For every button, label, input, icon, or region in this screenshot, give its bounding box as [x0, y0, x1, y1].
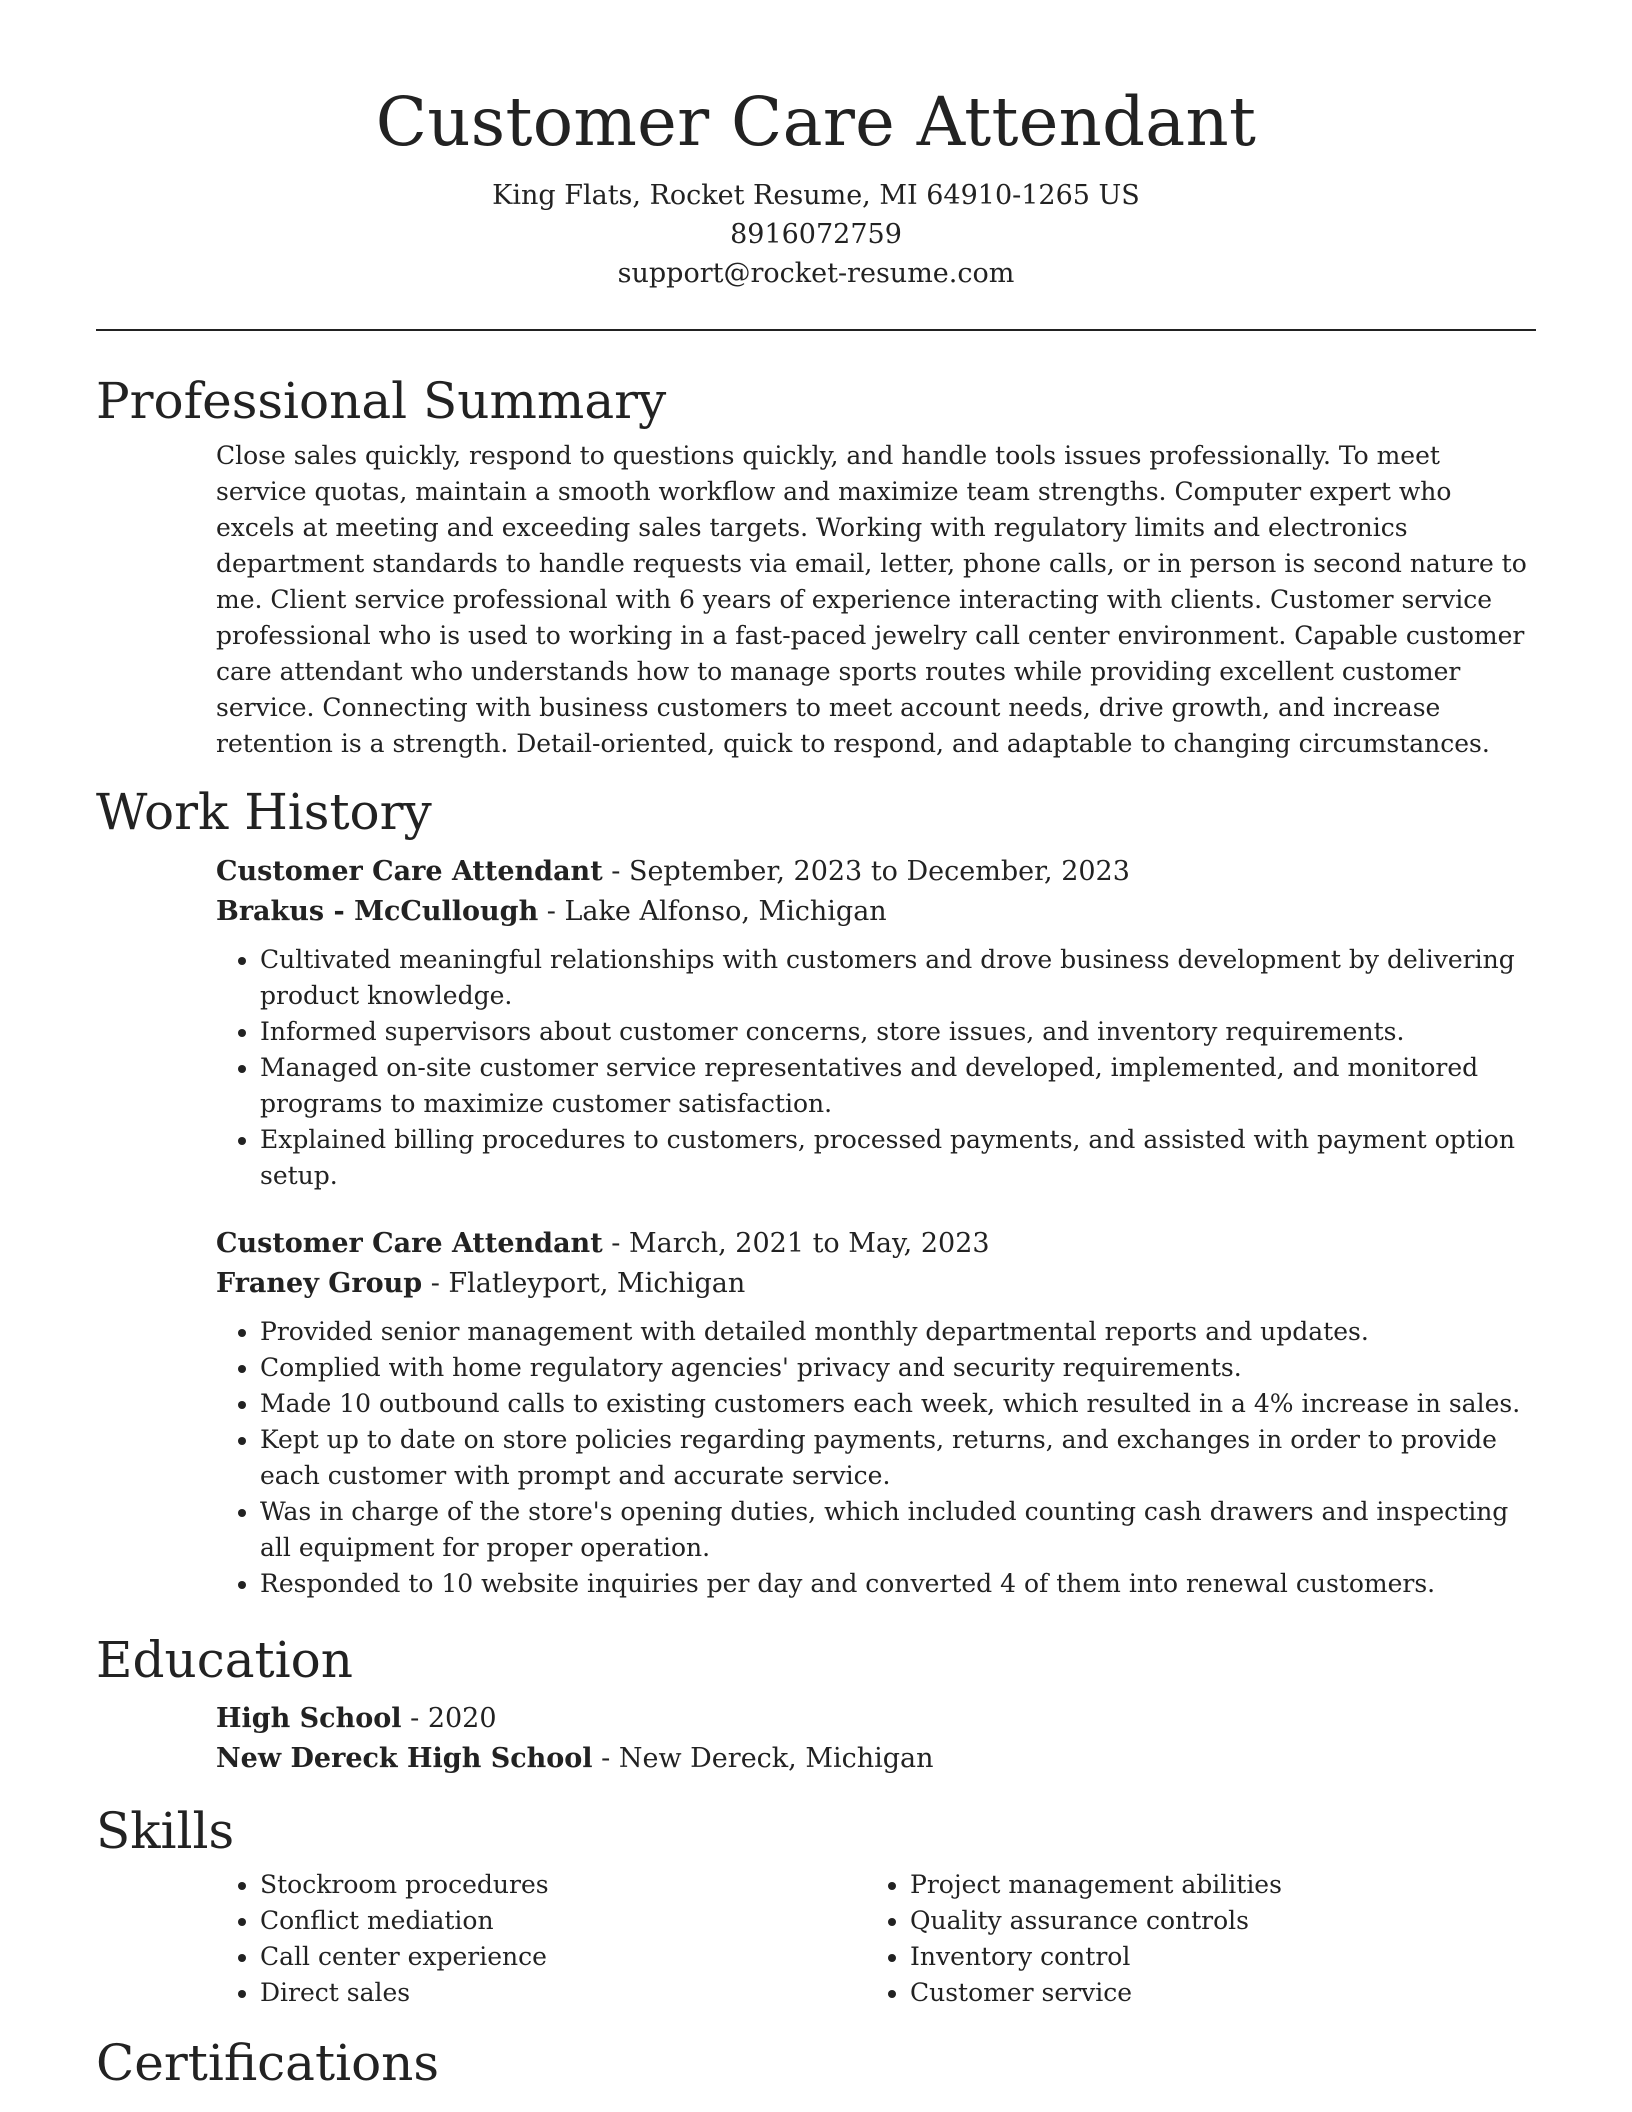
job-bullet: • Informed supervisors about customer concerns, store issues, and inventory requirements.	[260, 1014, 1536, 1050]
certifications-section	[0, 2035, 1632, 2093]
education-degree-line	[216, 1699, 1536, 1739]
job-bullet: • Was in charge of the store's opening duties, which included counting cash drawers and inspecting all equipment for proper operation.	[260, 1494, 1536, 1566]
job-company-line	[216, 1264, 1536, 1304]
work-history-heading: Work History	[96, 783, 432, 842]
skills-heading: Skills	[96, 1802, 235, 1861]
summary-section	[0, 373, 1632, 763]
job-entry	[216, 1224, 1536, 1602]
job-company: Brakus - McCullough	[216, 895, 539, 927]
job-bullet: • Provided senior management with detailed monthly departmental reports and updates.	[260, 1314, 1536, 1350]
job-location: - Flatleyport, Michigan	[422, 1267, 746, 1299]
education-school: New Dereck High School	[216, 1743, 593, 1775]
job-bullet: • Kept up to date on store policies regarding payments, returns, and exchanges in order to provide each customer with prompt and accurate service.	[260, 1422, 1536, 1494]
education-body	[216, 1699, 1536, 1779]
job-bullet: • Responded to 10 website inquiries per day and converted 4 of them into renewal customers.	[260, 1566, 1536, 1602]
skills-list-right	[866, 1867, 1516, 2011]
candidate-name: Customer Care Attendant	[375, 83, 1257, 161]
skill-item: • Project management abilities	[910, 1867, 1516, 1903]
job-company-line	[216, 892, 1536, 932]
summary-body	[216, 438, 1536, 762]
work-history-body	[216, 852, 1536, 1602]
contact-address: King Flats, Rocket Resume, MI 64910-1265 US	[492, 179, 1140, 211]
job-title-line	[216, 1224, 1536, 1264]
skills-list-left	[216, 1867, 866, 2011]
job-bullet: • Complied with home regulatory agencies' privacy and security requirements.	[260, 1350, 1536, 1386]
summary-text: Close sales quickly, respond to questions quickly, and handle tools issues professionally. To meet service quotas, maintain a smooth workflow and maximize team strengths. Computer expert who excels at meeting and exceeding sales targets. Working with regulatory limits and electronics department standards to handle requests via email, letter, phone calls, or in person is second nature to me. Client service professional with 6 years of experience interacting with clients. Customer service professional who is used to working in a fast-paced jewelry call center environment. Capable customer care attendant who understands how to manage sports routes while providing excellent customer service. Connecting with business customers to meet account needs, drive growth, and increase retention is a strength. Detail-oriented, quick to respond, and adaptable to changing circumstances.	[216, 441, 1527, 759]
header-divider	[96, 329, 1536, 331]
skills-column-right	[866, 1867, 1516, 2011]
education-year: - 2020	[401, 1703, 497, 1735]
job-location: - Lake Alfonso, Michigan	[538, 895, 887, 927]
job-bullets	[216, 1314, 1536, 1602]
contact-block	[0, 176, 1632, 293]
job-role: Customer Care Attendant	[216, 1227, 603, 1259]
job-dates: - September, 2023 to December, 2023	[602, 855, 1130, 887]
education-section	[0, 1632, 1632, 1780]
skills-column-left	[216, 1867, 866, 2011]
education-school-line	[216, 1739, 1536, 1779]
skill-item: • Inventory control	[910, 1939, 1516, 1975]
summary-heading: Professional Summary	[96, 371, 667, 430]
skills-section	[0, 1803, 1632, 2011]
certifications-heading: Certifications	[96, 2033, 440, 2092]
job-title-line	[216, 852, 1536, 892]
education-location: - New Dereck, Michigan	[592, 1743, 934, 1775]
skill-item: • Customer service	[910, 1975, 1516, 2011]
education-heading: Education	[96, 1630, 353, 1689]
education-degree: High School	[216, 1703, 402, 1735]
skill-item: • Stockroom procedures	[260, 1867, 866, 1903]
job-entry	[216, 852, 1536, 1194]
job-bullet: • Managed on-site customer service representatives and developed, implemented, and monitored programs to maximize customer satisfaction.	[260, 1050, 1536, 1122]
job-bullet: • Explained billing procedures to customers, processed payments, and assisted with payment option setup.	[260, 1122, 1536, 1194]
skill-item: • Quality assurance controls	[910, 1903, 1516, 1939]
job-bullet: • Cultivated meaningful relationships with customers and drove business development by delivering product knowledge.	[260, 942, 1536, 1014]
job-company: Franey Group	[216, 1267, 423, 1299]
work-history-section	[0, 784, 1632, 1602]
resume-header	[0, 0, 1632, 293]
contact-phone: 8916072759	[730, 218, 902, 250]
job-bullets	[216, 942, 1536, 1194]
skills-grid	[216, 1867, 1536, 2011]
job-role: Customer Care Attendant	[216, 855, 603, 887]
contact-email: support@rocket-resume.com	[617, 257, 1015, 289]
job-bullet: • Made 10 outbound calls to existing customers each week, which resulted in a 4% increase in sales.	[260, 1386, 1536, 1422]
job-dates: - March, 2021 to May, 2023	[602, 1227, 990, 1259]
skill-item: • Conflict mediation	[260, 1903, 866, 1939]
skill-item: • Call center experience	[260, 1939, 866, 1975]
skill-item: • Direct sales	[260, 1975, 866, 2011]
